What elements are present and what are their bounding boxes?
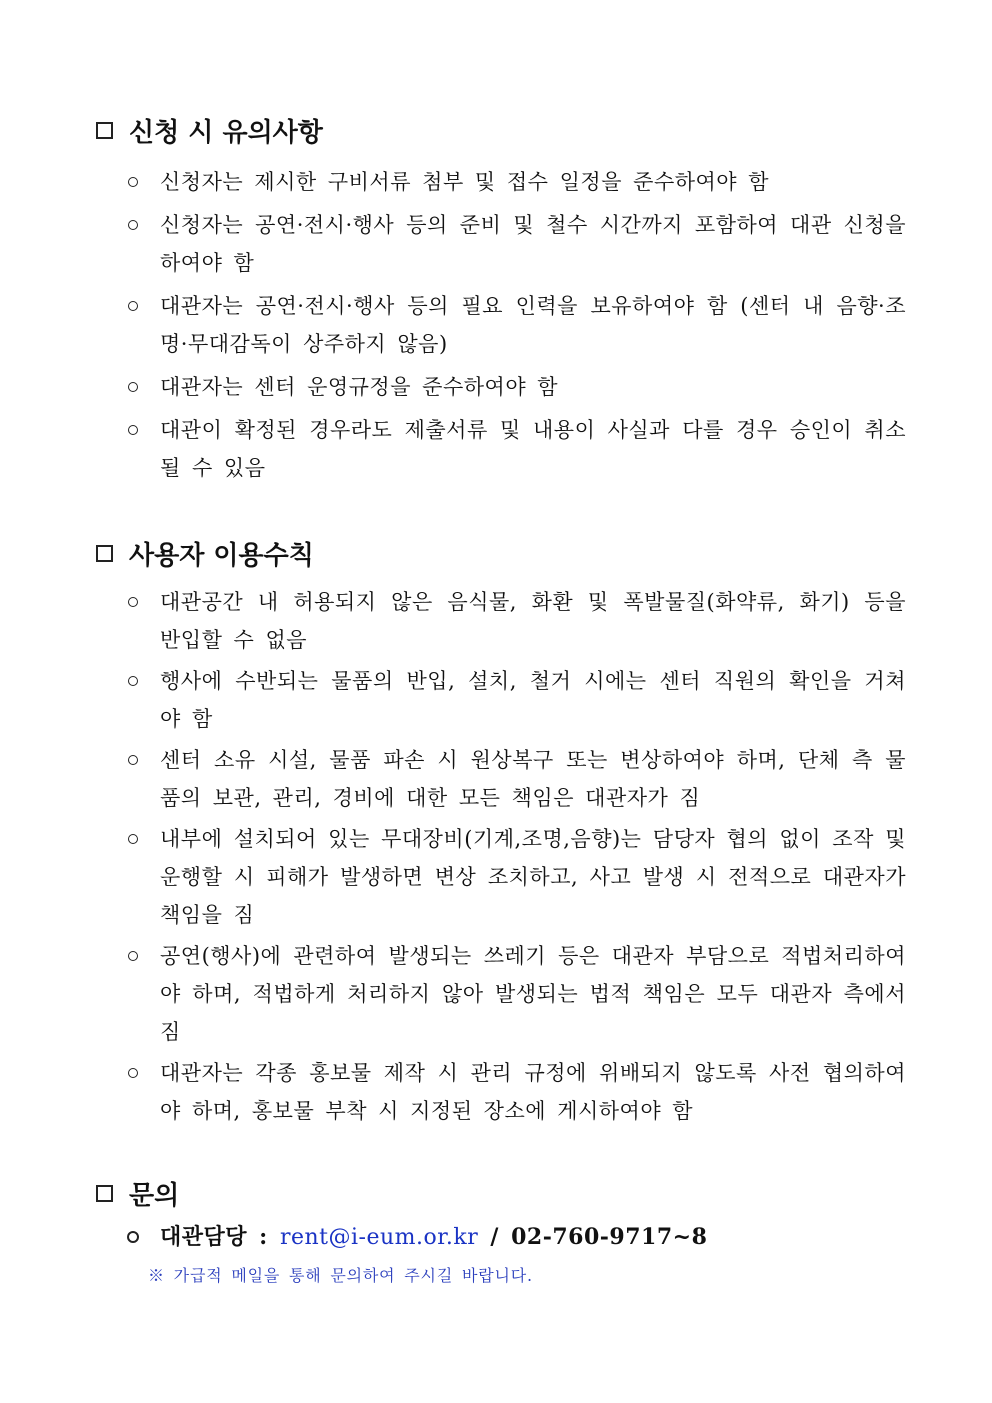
list-item xyxy=(96,1054,906,1130)
list-item-text: 내부에 설치되어 있는 무대장비(기계,조명,음향)는 담당자 협의 없이 조작 및 운행할 시 피해가 발생하면 변상 조치하고, 사고 발생 시 전적으로 대관자가 책임을 짐 xyxy=(160,827,906,927)
circle-bullet-icon xyxy=(126,1217,140,1257)
list-item xyxy=(96,368,906,406)
circle-bullet-icon xyxy=(126,741,140,779)
contact-label: 대관담당 : xyxy=(160,1224,268,1250)
list-item-text: 공연(행사)에 관련하여 발생되는 쓰레기 등은 대관자 부담으로 적법처리하여야 하며, 적법하게 처리하지 않아 발생되는 법적 책임은 모두 대관자 측에서 짐 xyxy=(160,944,906,1044)
contact-phone: 02-760-9717~8 xyxy=(511,1224,708,1250)
list-item xyxy=(96,662,906,738)
list-item-text: 센터 소유 시설, 물품 파손 시 원상복구 또는 변상하여야 하며, 단체 측 물품의 보관, 관리, 경비에 대한 모든 책임은 대관자가 짐 xyxy=(160,748,906,810)
circle-bullet-icon xyxy=(126,1054,140,1092)
circle-bullet-icon xyxy=(126,368,140,406)
contact-email[interactable]: rent@i-eum.or.kr xyxy=(279,1225,479,1250)
checkbox-icon xyxy=(96,545,113,562)
contact-separator: / xyxy=(490,1224,499,1250)
list-item-text: 신청자는 제시한 구비서류 첨부 및 접수 일정을 준수하여야 함 xyxy=(160,170,770,194)
section-title: 신청 시 유의사항 xyxy=(129,117,323,148)
list-item-text: 대관이 확정된 경우라도 제출서류 및 내용이 사실과 다를 경우 승인이 취소될 수 있음 xyxy=(160,418,906,480)
list-item-text: 신청자는 공연·전시·행사 등의 준비 및 철수 시간까지 포함하여 대관 신청을 하여야 함 xyxy=(160,213,906,275)
contact-line xyxy=(96,1217,906,1258)
circle-bullet-icon xyxy=(126,206,140,244)
list-item xyxy=(96,820,906,934)
circle-bullet-icon xyxy=(126,937,140,975)
section-heading xyxy=(96,110,906,150)
list-item-text: 대관자는 센터 운영규정을 준수하여야 함 xyxy=(160,375,559,399)
list-item xyxy=(96,741,906,817)
list-item xyxy=(96,163,906,201)
section-application-notes xyxy=(96,110,906,487)
section-contact xyxy=(96,1173,906,1290)
section-title: 사용자 이용수칙 xyxy=(129,540,314,571)
list-item xyxy=(96,206,906,282)
checkbox-icon xyxy=(96,1185,113,1202)
section-title: 문의 xyxy=(129,1180,180,1211)
list-item xyxy=(96,287,906,363)
section-heading xyxy=(96,533,906,573)
list-item xyxy=(96,583,906,659)
checkbox-icon xyxy=(96,122,113,139)
list-item-text: 행사에 수반되는 물품의 반입, 설치, 철거 시에는 센터 직원의 확인을 거쳐야 함 xyxy=(160,669,906,731)
circle-bullet-icon xyxy=(126,163,140,201)
list-item xyxy=(96,411,906,487)
circle-bullet-icon xyxy=(126,583,140,621)
list-item xyxy=(96,937,906,1051)
section-heading xyxy=(96,1173,906,1213)
list-item-text: 대관공간 내 허용되지 않은 음식물, 화환 및 폭발물질(화약류, 화기) 등을 반입할 수 없음 xyxy=(160,590,906,652)
circle-bullet-icon xyxy=(126,820,140,858)
circle-bullet-icon xyxy=(126,411,140,449)
list-item-text: 대관자는 공연·전시·행사 등의 필요 인력을 보유하여야 함 (센터 내 음향·조명·무대감독이 상주하지 않음) xyxy=(160,294,906,356)
section-user-rules xyxy=(96,533,906,1130)
circle-bullet-icon xyxy=(126,287,140,325)
circle-bullet-icon xyxy=(126,662,140,700)
list-item-text: 대관자는 각종 홍보물 제작 시 관리 규정에 위배되지 않도록 사전 협의하여야 하며, 홍보물 부착 시 지정된 장소에 게시하여야 함 xyxy=(160,1061,906,1123)
contact-note: ※ 가급적 메일을 통해 문의하여 주시길 바랍니다. xyxy=(148,1266,533,1285)
